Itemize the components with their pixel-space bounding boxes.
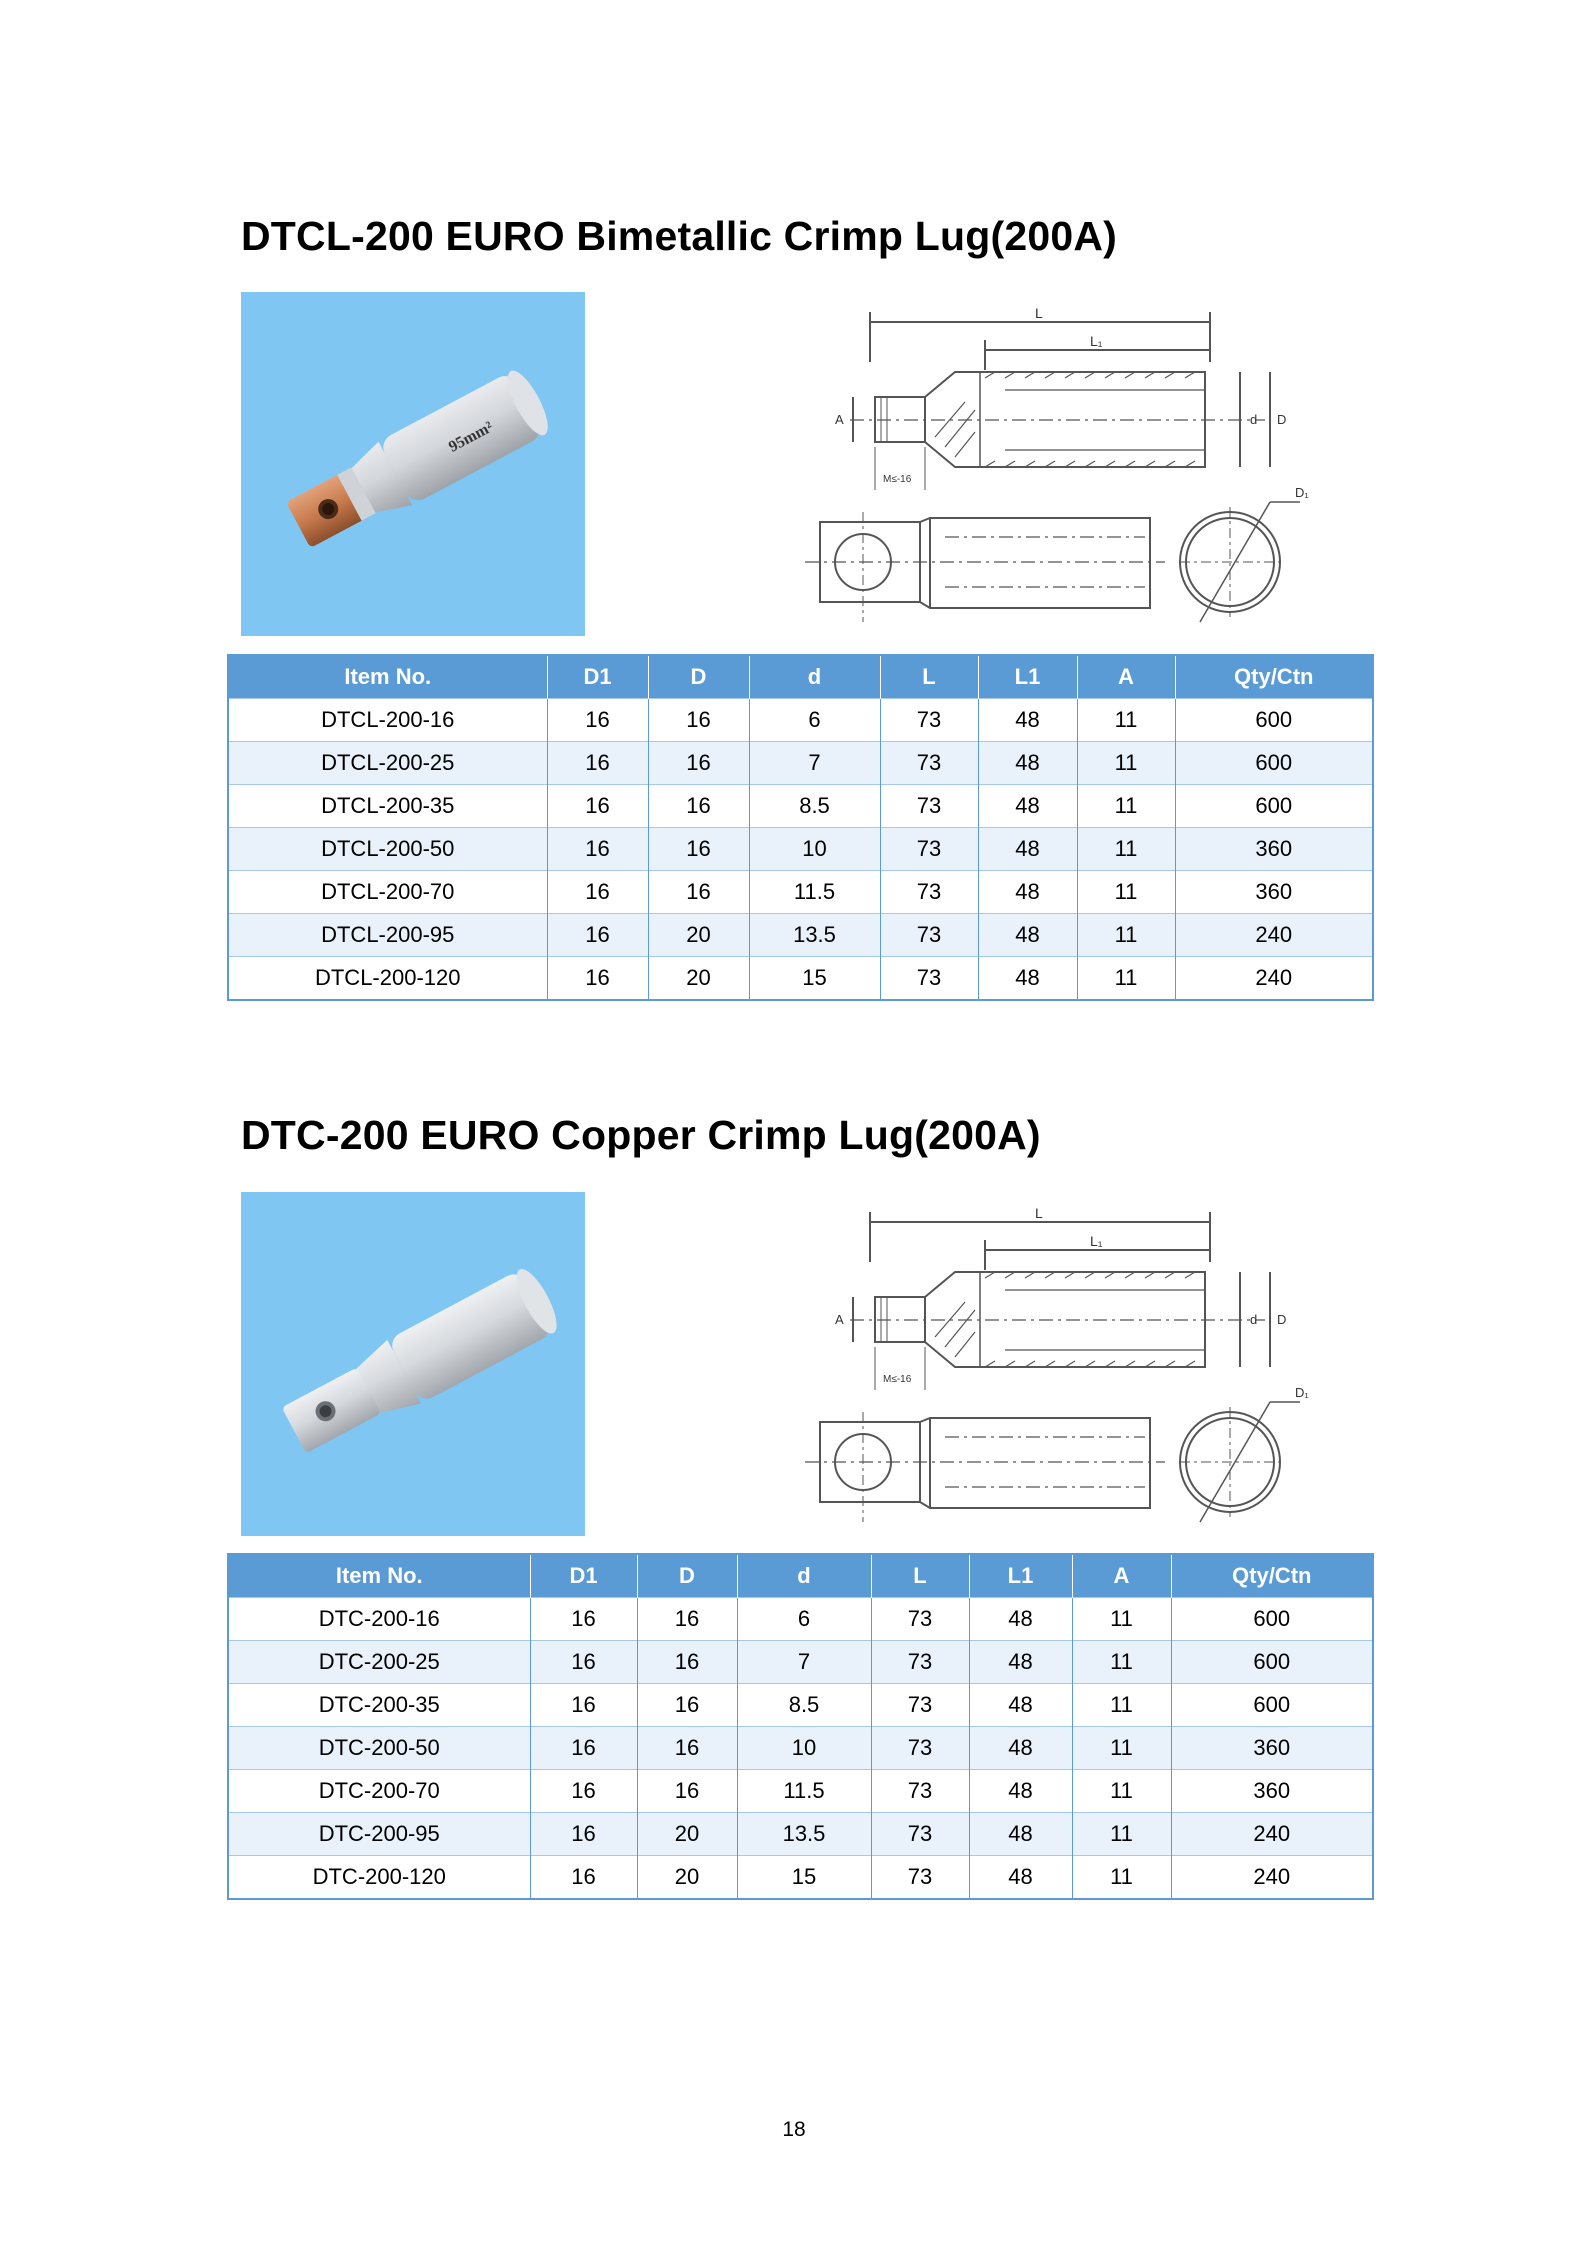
col-header-d-inner: d xyxy=(737,1554,871,1598)
cell-qty: 240 xyxy=(1171,1813,1373,1856)
cell-d: 20 xyxy=(648,957,749,1001)
spec-table xyxy=(227,654,1374,1001)
cell-l1: 48 xyxy=(969,1813,1072,1856)
cell-item-no: DTC-200-95 xyxy=(228,1813,530,1856)
crimp-lug-image xyxy=(241,292,585,636)
table-row xyxy=(228,699,1373,742)
cell-a: 11 xyxy=(1072,1684,1171,1727)
table-header-row xyxy=(228,1554,1373,1598)
product-photo xyxy=(241,292,585,636)
col-header-item-no: Item No. xyxy=(228,655,547,699)
col-header-d1: D1 xyxy=(547,655,648,699)
cell-qty: 360 xyxy=(1171,1727,1373,1770)
table-row xyxy=(228,742,1373,785)
cell-qty: 600 xyxy=(1175,785,1373,828)
cell-d: 16 xyxy=(648,699,749,742)
cell-item-no: DTC-200-120 xyxy=(228,1856,530,1900)
cell-a: 11 xyxy=(1077,914,1175,957)
cell-d1: 16 xyxy=(530,1727,637,1770)
cell-d1: 16 xyxy=(547,914,648,957)
cell-item-no: DTCL-200-35 xyxy=(228,785,547,828)
cell-qty: 600 xyxy=(1171,1598,1373,1641)
label-A: A xyxy=(835,1312,844,1327)
cell-l1: 48 xyxy=(978,914,1077,957)
cell-d: 16 xyxy=(637,1598,737,1641)
label-D: D xyxy=(1277,412,1287,427)
cell-d: 16 xyxy=(637,1770,737,1813)
cell-l1: 48 xyxy=(969,1684,1072,1727)
cell-item-no: DTCL-200-25 xyxy=(228,742,547,785)
cell-d: 16 xyxy=(648,742,749,785)
cell-l: 73 xyxy=(880,871,978,914)
table-header-row xyxy=(228,655,1373,699)
label-L1: L₁ xyxy=(1090,333,1103,349)
cell-item-no: DTC-200-16 xyxy=(228,1598,530,1641)
cell-d: 16 xyxy=(637,1641,737,1684)
cell-qty: 600 xyxy=(1171,1641,1373,1684)
label-A: A xyxy=(835,412,844,427)
cell-item-no: DTCL-200-120 xyxy=(228,957,547,1001)
cell-qty: 360 xyxy=(1175,828,1373,871)
cell-d-inner: 10 xyxy=(749,828,880,871)
cell-l: 73 xyxy=(871,1856,969,1900)
cell-d: 20 xyxy=(648,914,749,957)
label-D1: D₁ xyxy=(1295,1385,1309,1400)
label-M: M≤-16 xyxy=(883,1374,912,1385)
cell-l1: 48 xyxy=(978,785,1077,828)
section-title: DTCL-200 EURO Bimetallic Crimp Lug(200A) xyxy=(241,213,1117,259)
cell-d-inner: 11.5 xyxy=(749,871,880,914)
cell-d: 20 xyxy=(637,1813,737,1856)
col-header-a: A xyxy=(1072,1554,1171,1598)
crimp-lug-image xyxy=(241,1192,585,1536)
col-header-d1: D1 xyxy=(530,1554,637,1598)
label-L: L xyxy=(1035,305,1043,321)
cell-item-no: DTCL-200-70 xyxy=(228,871,547,914)
cell-l1: 48 xyxy=(978,828,1077,871)
cell-item-no: DTC-200-70 xyxy=(228,1770,530,1813)
table-row xyxy=(228,1813,1373,1856)
cell-a: 11 xyxy=(1072,1641,1171,1684)
cell-d1: 16 xyxy=(530,1684,637,1727)
cell-qty: 600 xyxy=(1171,1684,1373,1727)
cell-a: 11 xyxy=(1077,957,1175,1001)
cell-d-inner: 10 xyxy=(737,1727,871,1770)
section-title: DTC-200 EURO Copper Crimp Lug(200A) xyxy=(241,1112,1041,1158)
cell-l1: 48 xyxy=(969,1856,1072,1900)
cell-d1: 16 xyxy=(530,1856,637,1900)
cell-d1: 16 xyxy=(547,742,648,785)
col-header-l: L xyxy=(871,1554,969,1598)
cell-d1: 16 xyxy=(547,699,648,742)
cell-l1: 48 xyxy=(969,1598,1072,1641)
cell-d-inner: 7 xyxy=(749,742,880,785)
cell-qty: 600 xyxy=(1175,699,1373,742)
cell-d-inner: 13.5 xyxy=(749,914,880,957)
cell-l: 73 xyxy=(880,785,978,828)
cell-d: 16 xyxy=(648,785,749,828)
cell-d: 20 xyxy=(637,1856,737,1900)
cell-d: 16 xyxy=(648,871,749,914)
cell-l: 73 xyxy=(871,1598,969,1641)
table-row xyxy=(228,1727,1373,1770)
cell-qty: 240 xyxy=(1171,1856,1373,1900)
table-row xyxy=(228,1598,1373,1641)
cell-l: 73 xyxy=(880,828,978,871)
cell-d: 16 xyxy=(648,828,749,871)
page-number: 18 xyxy=(782,2118,806,2141)
cell-l: 73 xyxy=(871,1641,969,1684)
table-row xyxy=(228,1856,1373,1900)
table-row xyxy=(228,785,1373,828)
product-photo xyxy=(241,1192,585,1536)
technical-drawing xyxy=(795,1192,1335,1536)
cell-a: 11 xyxy=(1077,785,1175,828)
technical-drawing xyxy=(795,292,1335,636)
cell-l: 73 xyxy=(871,1813,969,1856)
cell-d1: 16 xyxy=(530,1598,637,1641)
label-M: M≤-16 xyxy=(883,474,912,485)
cell-a: 11 xyxy=(1077,828,1175,871)
cell-d-inner: 11.5 xyxy=(737,1770,871,1813)
label-L1: L₁ xyxy=(1090,1233,1103,1249)
cell-l: 73 xyxy=(880,957,978,1001)
col-header-l1: L1 xyxy=(969,1554,1072,1598)
cell-d-inner: 6 xyxy=(737,1598,871,1641)
table-row xyxy=(228,1770,1373,1813)
cell-d-inner: 6 xyxy=(749,699,880,742)
cell-a: 11 xyxy=(1072,1598,1171,1641)
cell-d-inner: 15 xyxy=(737,1856,871,1900)
cell-l: 73 xyxy=(880,699,978,742)
table-row xyxy=(228,1641,1373,1684)
col-header-item-no: Item No. xyxy=(228,1554,530,1598)
cell-l1: 48 xyxy=(978,957,1077,1001)
col-header-a: A xyxy=(1077,655,1175,699)
col-header-d: D xyxy=(637,1554,737,1598)
col-header-l1: L1 xyxy=(978,655,1077,699)
col-header-qty: Qty/Ctn xyxy=(1171,1554,1373,1598)
cell-item-no: DTCL-200-50 xyxy=(228,828,547,871)
cell-qty: 240 xyxy=(1175,914,1373,957)
table-row xyxy=(228,914,1373,957)
cell-a: 11 xyxy=(1077,871,1175,914)
cell-l1: 48 xyxy=(969,1641,1072,1684)
cell-a: 11 xyxy=(1072,1770,1171,1813)
cell-d: 16 xyxy=(637,1727,737,1770)
col-header-l: L xyxy=(880,655,978,699)
cell-l1: 48 xyxy=(969,1727,1072,1770)
cell-qty: 600 xyxy=(1175,742,1373,785)
col-header-d-inner: d xyxy=(749,655,880,699)
table-row xyxy=(228,957,1373,1001)
cell-l: 73 xyxy=(871,1727,969,1770)
cell-item-no: DTC-200-50 xyxy=(228,1727,530,1770)
col-header-d: D xyxy=(648,655,749,699)
table-row xyxy=(228,828,1373,871)
cell-item-no: DTCL-200-16 xyxy=(228,699,547,742)
cell-d1: 16 xyxy=(530,1770,637,1813)
spec-table xyxy=(227,1553,1374,1900)
cell-d-inner: 8.5 xyxy=(737,1684,871,1727)
cell-l: 73 xyxy=(880,914,978,957)
cell-item-no: DTCL-200-95 xyxy=(228,914,547,957)
cell-d: 16 xyxy=(637,1684,737,1727)
cell-qty: 240 xyxy=(1175,957,1373,1001)
cell-l1: 48 xyxy=(978,699,1077,742)
cell-l1: 48 xyxy=(978,742,1077,785)
cell-item-no: DTC-200-35 xyxy=(228,1684,530,1727)
label-d: d xyxy=(1250,412,1258,427)
cell-d1: 16 xyxy=(530,1641,637,1684)
size-marking: 95mm² xyxy=(445,418,496,456)
table-row xyxy=(228,871,1373,914)
cell-a: 11 xyxy=(1077,699,1175,742)
label-D: D xyxy=(1277,1312,1287,1327)
cell-d1: 16 xyxy=(547,957,648,1001)
cell-a: 11 xyxy=(1072,1856,1171,1900)
cell-l: 73 xyxy=(880,742,978,785)
col-header-qty: Qty/Ctn xyxy=(1175,655,1373,699)
cell-a: 11 xyxy=(1072,1727,1171,1770)
cell-d-inner: 8.5 xyxy=(749,785,880,828)
cell-d-inner: 15 xyxy=(749,957,880,1001)
label-D1: D₁ xyxy=(1295,485,1309,500)
cell-l: 73 xyxy=(871,1770,969,1813)
cell-d-inner: 7 xyxy=(737,1641,871,1684)
table-row xyxy=(228,1684,1373,1727)
cell-item-no: DTC-200-25 xyxy=(228,1641,530,1684)
label-d: d xyxy=(1250,1312,1258,1327)
cell-d1: 16 xyxy=(530,1813,637,1856)
cell-l1: 48 xyxy=(978,871,1077,914)
cell-a: 11 xyxy=(1077,742,1175,785)
cell-qty: 360 xyxy=(1175,871,1373,914)
cell-d1: 16 xyxy=(547,871,648,914)
cell-a: 11 xyxy=(1072,1813,1171,1856)
cell-l: 73 xyxy=(871,1684,969,1727)
cell-l1: 48 xyxy=(969,1770,1072,1813)
label-L: L xyxy=(1035,1205,1043,1221)
cell-d1: 16 xyxy=(547,785,648,828)
cell-d1: 16 xyxy=(547,828,648,871)
cell-d-inner: 13.5 xyxy=(737,1813,871,1856)
cell-qty: 360 xyxy=(1171,1770,1373,1813)
